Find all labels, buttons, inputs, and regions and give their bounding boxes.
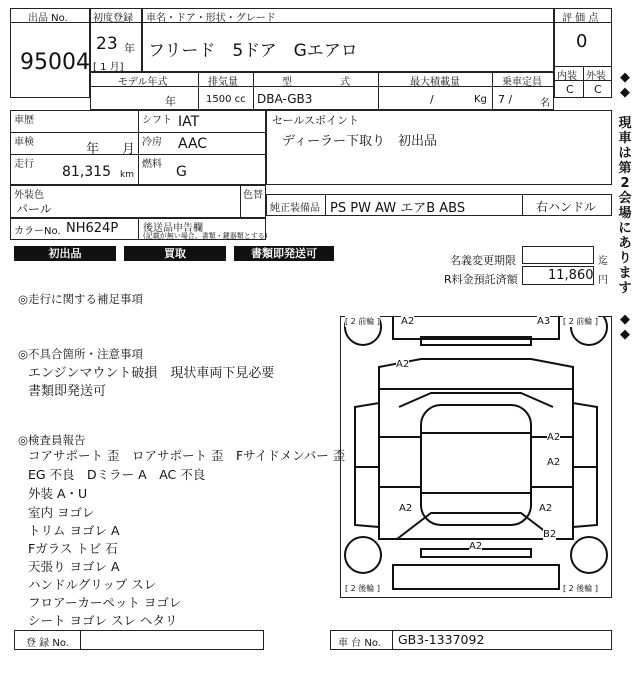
side-char: ◆	[620, 85, 630, 100]
supplement-title: ◎走行に関する補足事項	[18, 292, 144, 306]
side-char: す	[618, 281, 632, 296]
chassis-number-value: GB3-1337092	[398, 632, 485, 647]
damage-mark: A2	[539, 503, 553, 514]
recycle-label: R料金預託済額	[444, 273, 518, 286]
car-outline	[341, 317, 611, 597]
sales-point-value: ディーラー下取り 初出品	[282, 134, 437, 149]
corner-mark: [ 2 前輪 ]	[345, 317, 380, 326]
defects-title: ◎不具合箇所・注意事項	[18, 347, 144, 361]
interior-value: C	[566, 83, 574, 96]
inspector-line: 室内 ヨゴレ	[28, 505, 95, 520]
lot-label: 出品 No.	[28, 13, 68, 24]
fuel-value: G	[176, 164, 187, 180]
side-char: ◆	[620, 312, 630, 327]
name-change-field	[522, 246, 594, 264]
color-number-label: カラーNo.	[14, 226, 61, 237]
capacity-value: 7 /	[498, 93, 513, 106]
side-char: 現	[618, 116, 632, 131]
inspector-line: 外装 A・U	[28, 486, 88, 501]
damage-mark: A2	[396, 359, 410, 370]
max-load-value: /	[430, 93, 434, 106]
inspector-line: フロアーカーペット ヨゴレ	[28, 595, 182, 610]
registration-year-unit: 年	[124, 42, 135, 55]
inspector-line: トリム ヨゴレ A	[28, 523, 120, 538]
exterior-value: C	[594, 83, 602, 96]
history-label: 車歴	[14, 115, 34, 126]
side-char: り	[618, 251, 632, 266]
aftermarket-label: 後送品申告欄	[143, 223, 203, 234]
corner-mark: [ 2 後輪 ]	[345, 584, 380, 593]
capacity-label: 乗車定員	[502, 77, 542, 88]
color-number-value: NH624P	[66, 221, 119, 236]
model-year-unit: 年	[165, 95, 176, 108]
chassis-number-label: 車 台 No.	[338, 638, 381, 649]
defect-line: エンジンマウント破損 現状車両下見必要	[28, 366, 275, 381]
corner-mark: [ 2 前輪 ]	[563, 317, 598, 326]
inspection-label: 車検	[14, 137, 34, 148]
side-char: 車	[618, 131, 632, 146]
model-year-label: モデル年式	[118, 77, 168, 88]
damage-diagram	[340, 316, 612, 598]
recycle-value: 11,860	[548, 268, 594, 283]
equipment-label: 純正装備品	[270, 203, 320, 214]
mileage-unit: km	[120, 170, 134, 180]
registration-month: [ 1 月]	[93, 62, 124, 73]
aircon-value: AAC	[178, 136, 208, 152]
side-char: 2	[620, 176, 630, 191]
side-char: 場	[618, 206, 632, 221]
ext-color-label: 外装色	[14, 190, 44, 201]
type-label-2: 式	[340, 77, 350, 88]
ext-color-value: パール	[16, 202, 52, 216]
inspector-line: ハンドルグリップ スレ	[28, 577, 157, 592]
aftermarket-note: (記載が無い場合、書類・鍵器類とする)	[143, 232, 268, 240]
type-label: 型	[282, 77, 292, 88]
side-char: 会	[618, 191, 632, 206]
color-change-label: 色替	[243, 190, 263, 201]
damage-mark: A2	[547, 457, 561, 468]
grade-label: 評 価 点	[562, 13, 599, 24]
sales-point-label: セールスポイント	[272, 114, 360, 127]
displacement-label: 排気量	[208, 77, 238, 88]
mileage-label: 走行	[14, 159, 34, 170]
side-char: 第	[618, 161, 632, 176]
interior-label: 内装	[557, 71, 577, 82]
shift-value: IAT	[178, 114, 200, 130]
max-load-unit: Kg	[474, 94, 487, 105]
lot-number: 95004	[20, 50, 90, 75]
inspection-year-unit: 年	[86, 142, 100, 157]
wheel-rear-right	[571, 537, 607, 573]
inspector-line: 天張り ヨゴレ A	[28, 559, 120, 574]
aircon-label: 冷房	[142, 137, 162, 148]
exterior-label: 外装	[586, 71, 606, 82]
inspector-line: コアサポート 歪 ロアサポート 歪 Fサイドメンバー 歪	[28, 448, 346, 463]
side-char: あ	[618, 236, 632, 251]
damage-mark: A2	[469, 541, 483, 552]
name-change-label: 名義変更期限	[450, 254, 516, 267]
damage-mark: A3	[537, 316, 551, 327]
corner-mark: [ 2 後輪 ]	[563, 584, 598, 593]
purchase-badge: 買取	[124, 246, 226, 261]
damage-mark: A2	[399, 503, 413, 514]
shift-label: シフト	[142, 115, 172, 126]
damage-mark: B2	[543, 529, 557, 540]
damage-mark: A2	[547, 432, 561, 443]
registration-number-label: 登 録 No.	[26, 638, 69, 649]
side-char: ◆	[620, 70, 630, 85]
registration-year: 23	[96, 34, 118, 54]
documents-ready-badge: 書類即発送可	[234, 246, 334, 261]
side-char: は	[618, 146, 632, 161]
side-char: に	[618, 221, 632, 236]
recycle-unit: 円	[598, 275, 608, 286]
side-char: ◆	[620, 327, 630, 342]
mileage-value: 81,315	[62, 164, 111, 180]
first-listing-badge: 初出品	[14, 246, 116, 261]
inspector-line: EG 不良 Dミラー A AC 不良	[28, 467, 206, 482]
type-value: DBA-GB3	[257, 92, 313, 106]
name-change-unit: 迄	[598, 256, 608, 267]
defect-line: 書類即発送可	[28, 384, 107, 399]
car-name: フリード 5ドア Gエアロ	[148, 41, 358, 61]
side-note	[614, 70, 636, 342]
handle-value: 右ハンドル	[536, 200, 597, 214]
side-char: ま	[618, 266, 632, 281]
damage-mark: A2	[401, 316, 415, 327]
inspection-month-unit: 月	[122, 142, 136, 157]
fuel-label: 燃料	[142, 159, 162, 170]
max-load-label: 最大積載量	[410, 77, 460, 88]
displacement-value: 1500 cc	[206, 94, 246, 105]
capacity-unit: 名	[540, 98, 550, 109]
inspector-line: シート ヨゴレ スレ ヘタリ	[28, 613, 178, 628]
equipment-value: PS PW AW エアB ABS	[330, 201, 466, 216]
wheel-rear-left	[345, 537, 381, 573]
inspector-title: ◎検査員報告	[18, 433, 86, 447]
car-name-label: 車名・ドア・形状・グレード	[146, 13, 276, 24]
grade-value: 0	[576, 31, 588, 52]
registration-label: 初度登録	[93, 13, 133, 24]
inspector-line: Fガラス トビ 石	[28, 541, 118, 556]
